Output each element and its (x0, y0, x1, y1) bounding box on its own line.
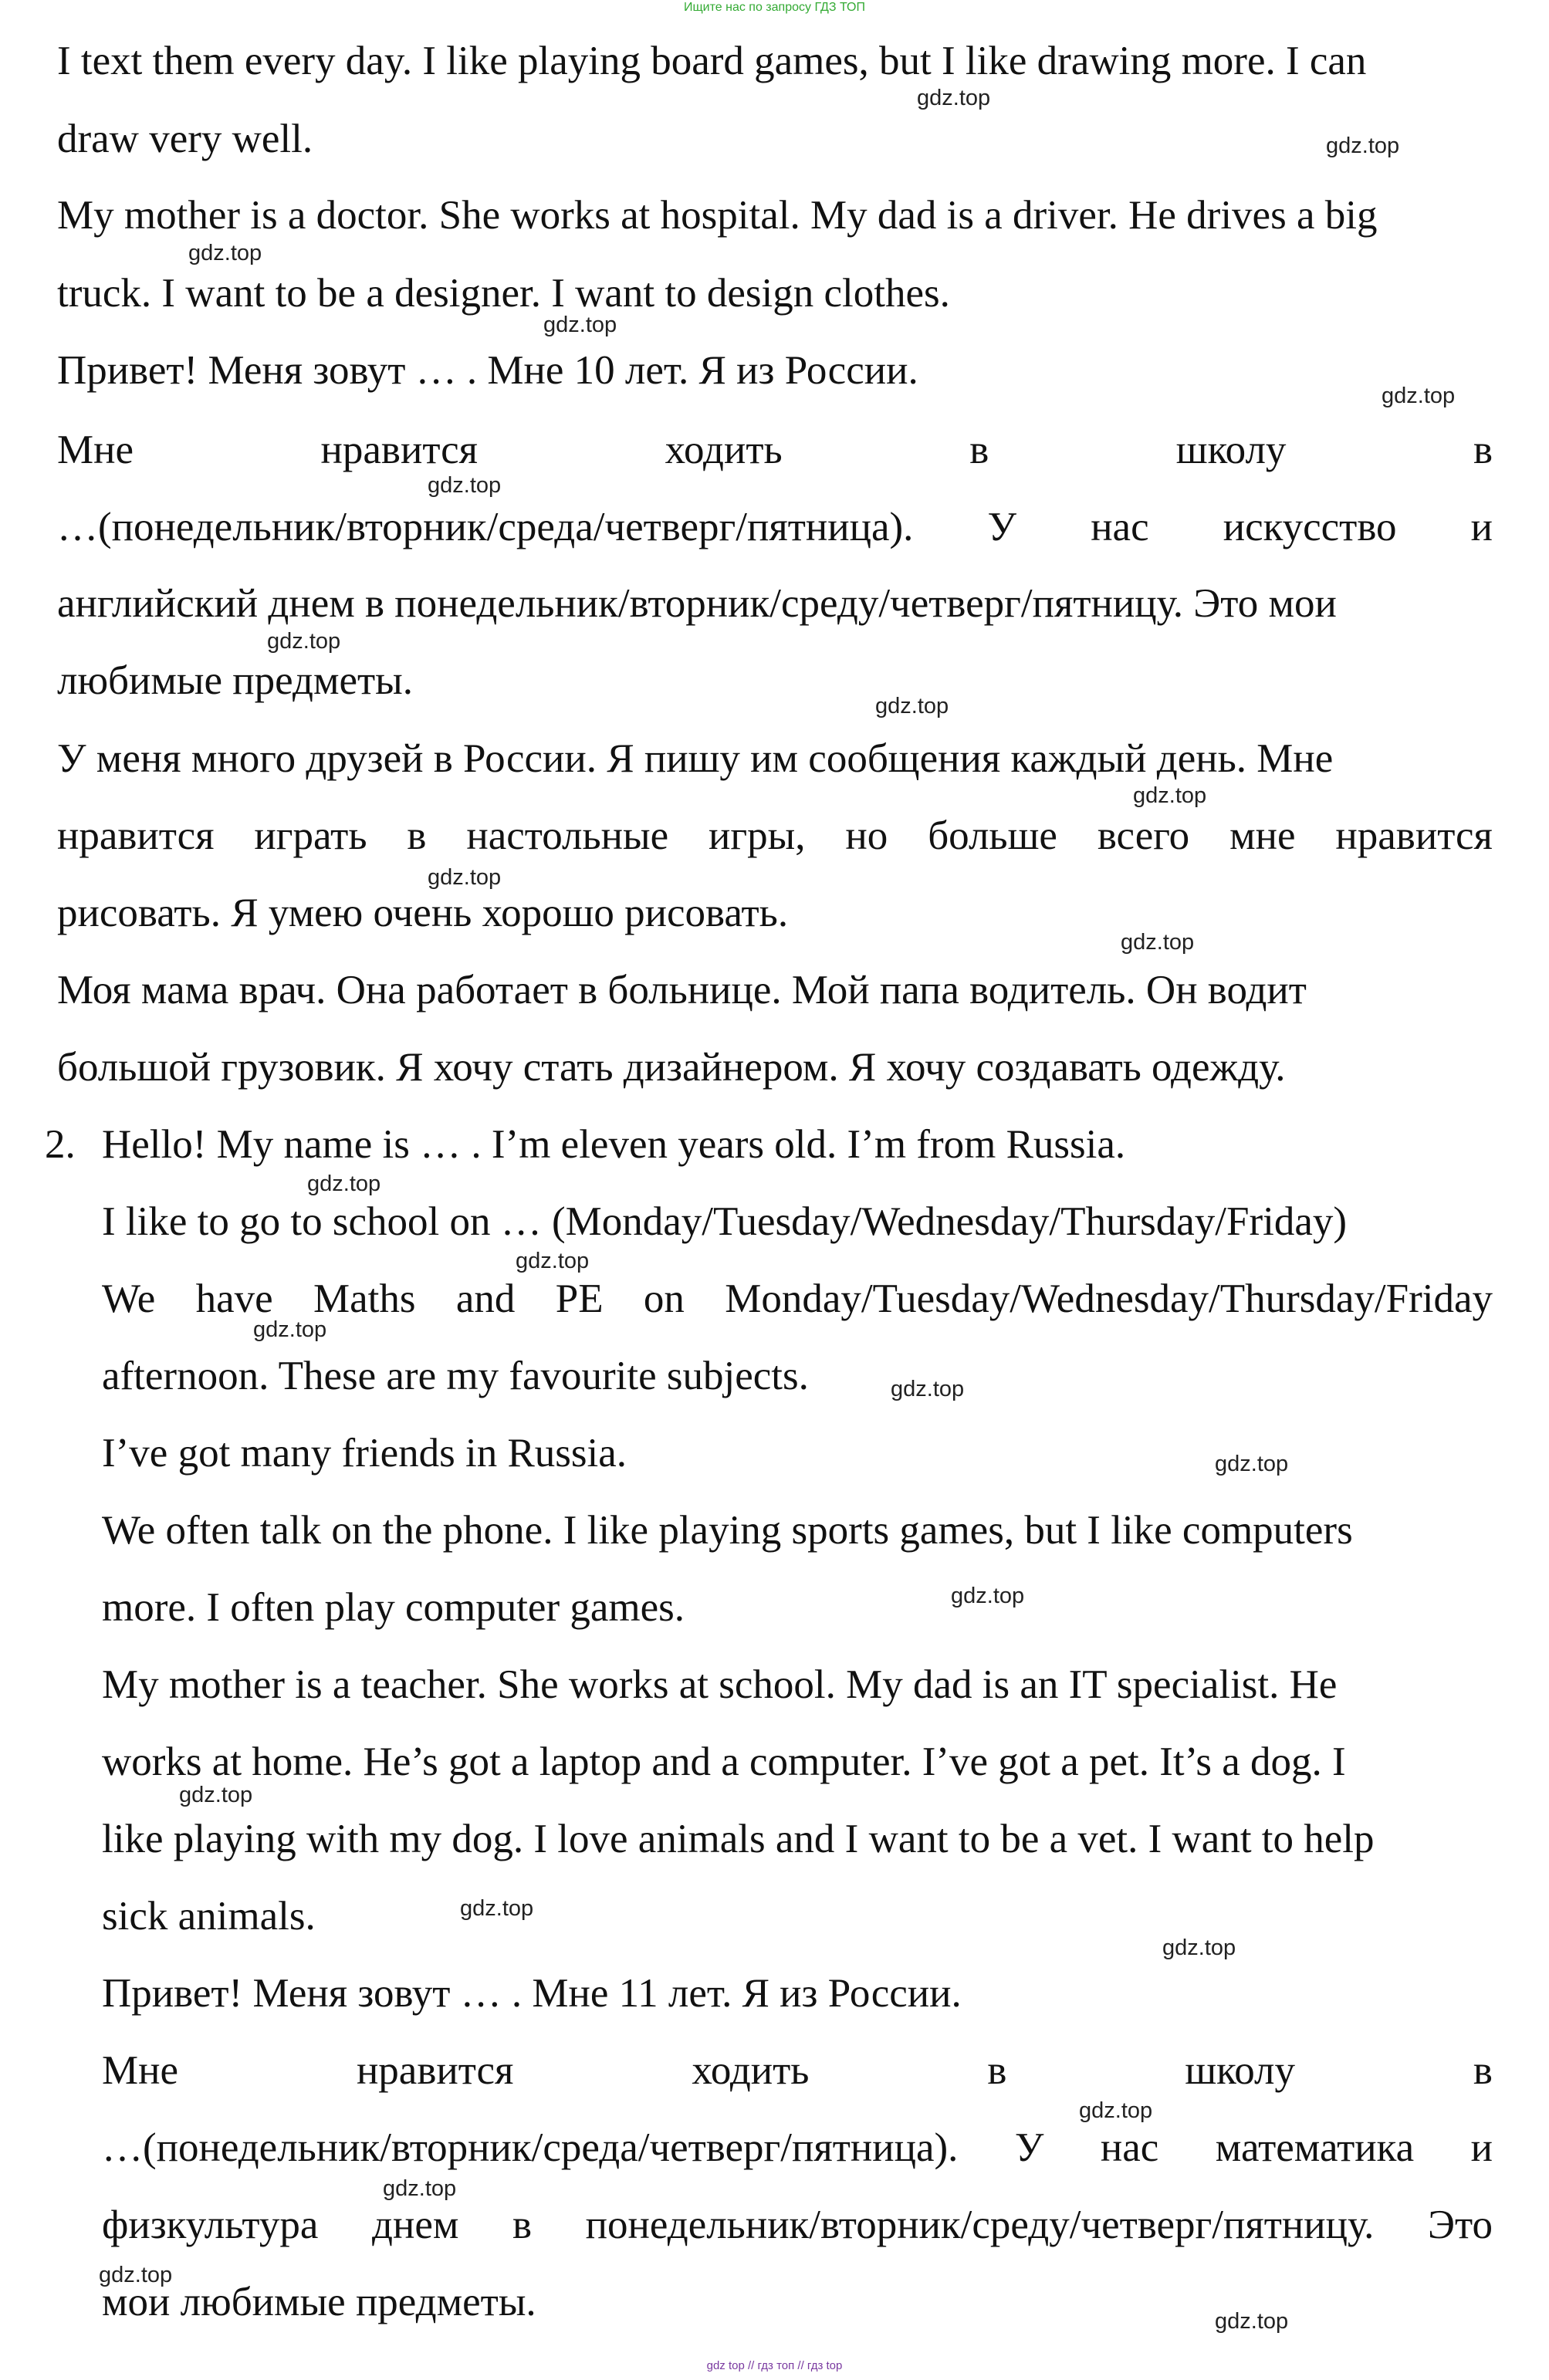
word: ходить (692, 2048, 810, 2093)
bottom-footer: gdz top // гдз топ // гдз top (706, 2359, 843, 2372)
text-line: любимые предметы. (57, 658, 414, 703)
text-line: Hello! My name is … . I’m eleven years old. I’m from Russia. (102, 1122, 1126, 1167)
watermark: gdz.top (1121, 930, 1195, 955)
word: …(понедельник/вторник/среда/четверг/пятница). (102, 2125, 959, 2170)
word: нравится (356, 2048, 514, 2093)
word: and (455, 1276, 516, 1321)
word: нас (1100, 2125, 1159, 2170)
word: играть (254, 813, 367, 858)
word: PE (555, 1276, 604, 1321)
word: в (1473, 2048, 1493, 2093)
word: Maths (313, 1276, 416, 1321)
watermark: gdz.top (1162, 1935, 1236, 1960)
watermark: gdz.top (188, 241, 262, 265)
watermark: gdz.top (307, 1171, 381, 1196)
watermark: gdz.top (543, 313, 617, 337)
text-line: We often talk on the phone. I like playing sports games, but I like computers (102, 1508, 1353, 1553)
text-line-justified (57, 504, 1493, 550)
text-line: У меня много друзей в России. Я пишу им сообщения каждый день. Мне (57, 736, 1334, 781)
word: Мне (102, 2048, 179, 2093)
word: в (512, 2203, 533, 2247)
watermark: gdz.top (428, 473, 502, 498)
word: всего (1097, 813, 1190, 858)
watermark: gdz.top (516, 1249, 590, 1273)
word: в (969, 428, 989, 472)
text-line: рисовать. Я умею очень хорошо рисовать. (57, 891, 789, 935)
text-line: мои любимые предметы. (102, 2280, 536, 2324)
word: нравится (320, 428, 479, 472)
watermark: gdz.top (253, 1317, 327, 1342)
watermark: gdz.top (1215, 1452, 1289, 1476)
text-line-justified (102, 2125, 1493, 2171)
word: нас (1091, 505, 1149, 549)
word: и (1470, 2125, 1493, 2170)
watermark: gdz.top (1079, 2098, 1153, 2123)
word: нравится (1335, 813, 1493, 858)
word: школу (1185, 2048, 1295, 2093)
text-line: I text them every day. I like playing board games, but I like drawing more. I can (57, 39, 1367, 83)
word: в (407, 813, 427, 858)
text-line-justified (57, 427, 1493, 473)
watermark: gdz.top (267, 629, 341, 654)
word: Это (1428, 2203, 1493, 2247)
watermark: gdz.top (1215, 2309, 1289, 2334)
word: больше (928, 813, 1057, 858)
word: физкультура (102, 2203, 319, 2247)
text-line: Привет! Меня зовут … . Мне 10 лет. Я из России. (57, 348, 918, 393)
word: Monday/Tuesday/Wednesday/Thursday/Friday (725, 1276, 1493, 1321)
text-line: sick animals. (102, 1894, 316, 1939)
watermark: gdz.top (460, 1896, 534, 1921)
word: настольные (466, 813, 669, 858)
text-line: truck. I want to be a designer. I want to design clothes. (57, 271, 950, 316)
watermark: gdz.top (951, 1584, 1025, 1608)
word: …(понедельник/вторник/среда/четверг/пятница). (57, 505, 914, 549)
word: мне (1229, 813, 1296, 858)
watermark: gdz.top (891, 1377, 965, 1401)
text-line: английский днем в понедельник/вторник/среду/четверг/пятницу. Это мои (57, 581, 1337, 626)
text-line: afternoon. These are my favourite subjects. (102, 1354, 809, 1398)
text-line: more. I often play computer games. (102, 1585, 685, 1630)
word: игры, (709, 813, 806, 858)
text-line: Моя мама врач. Она работает в больнице. Мой папа водитель. Он водит (57, 968, 1307, 1013)
word: и (1470, 505, 1493, 549)
text-line: My mother is a doctor. She works at hospital. My dad is a driver. He drives a big (57, 193, 1378, 238)
watermark: gdz.top (1133, 783, 1207, 808)
text-line-justified (102, 2047, 1493, 2094)
text-line-justified (102, 1276, 1493, 1322)
text-line-justified (57, 813, 1493, 859)
text-line: I like to go to school on … (Monday/Tuesday/Wednesday/Thursday/Friday) (102, 1199, 1348, 1244)
word: We (102, 1276, 156, 1321)
watermark: gdz.top (428, 865, 502, 890)
text-line: draw very well. (57, 117, 313, 161)
text-line: My mother is a teacher. She works at school. My dad is an IT specialist. He (102, 1662, 1338, 1707)
text-line-justified (102, 2202, 1493, 2248)
word: в (987, 2048, 1007, 2093)
text-line: I’ve got many friends in Russia. (102, 1431, 627, 1476)
watermark: gdz.top (875, 694, 949, 718)
text-line: like playing with my dog. I love animals and I want to be a vet. I want to help (102, 1817, 1375, 1861)
word: но (845, 813, 888, 858)
list-number: 2. (45, 1122, 76, 1167)
text-line: большой грузовик. Я хочу стать дизайнером. Я хочу создавать одежду. (57, 1045, 1286, 1090)
word: искусство (1223, 505, 1397, 549)
text-line: works at home. He’s got a laptop and a computer. I’ve got a pet. It’s a dog. I (102, 1739, 1346, 1784)
word: днем (372, 2203, 459, 2247)
top-banner: Ищите нас по запросу ГДЗ ТОП (684, 1, 865, 14)
word: нравится (57, 813, 215, 858)
watermark: gdz.top (179, 1783, 253, 1807)
watermark: gdz.top (99, 2263, 173, 2287)
watermark: gdz.top (1382, 384, 1456, 408)
watermark: gdz.top (917, 86, 991, 110)
word: математика (1215, 2125, 1415, 2170)
word: have (195, 1276, 273, 1321)
word: понедельник/вторник/среду/четверг/пятницу. (585, 2203, 1375, 2247)
word: школу (1175, 428, 1287, 472)
word: У (987, 505, 1017, 549)
word: Мне (57, 428, 134, 472)
word: У (1014, 2125, 1044, 2170)
word: ходить (665, 428, 783, 472)
text-line: Привет! Меня зовут … . Мне 11 лет. Я из России. (102, 1971, 962, 2016)
watermark: gdz.top (1326, 134, 1400, 158)
watermark: gdz.top (383, 2176, 457, 2201)
word: в (1473, 428, 1493, 472)
word: on (643, 1276, 685, 1321)
